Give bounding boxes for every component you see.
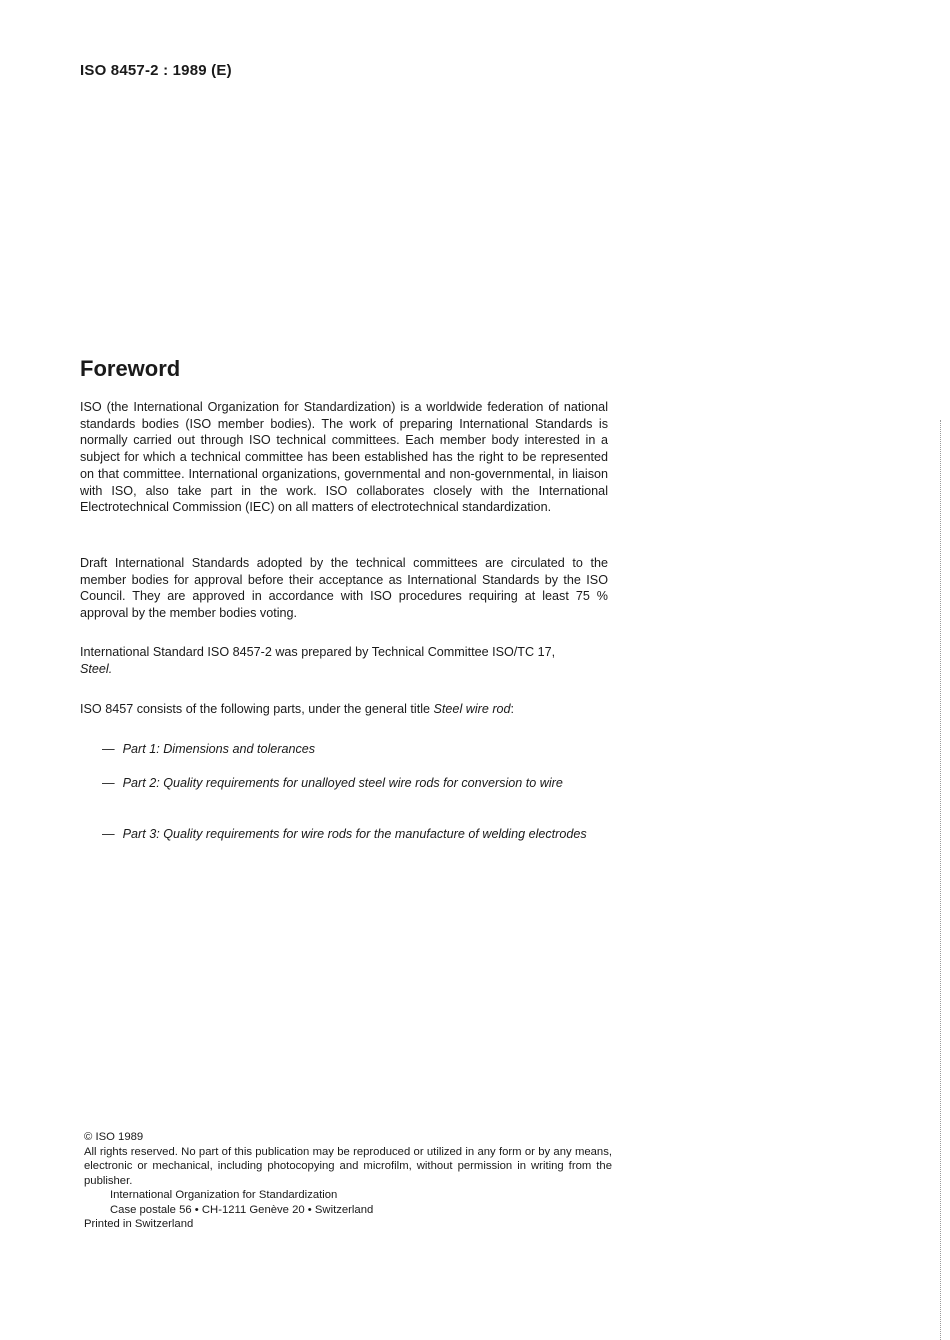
publisher-address: Case postale 56 • CH-1211 Genève 20 • Switzerland (110, 1203, 374, 1216)
part-title: Part 1: Dimensions and tolerances (122, 742, 316, 756)
document-identifier: ISO 8457-2 : 1989 (E) (80, 62, 232, 79)
list-item (80, 826, 608, 843)
general-title: Steel wire rod (433, 702, 511, 716)
rights-statement: All rights reserved. No part of this publication may be reproduced or utilized in any form or by any means, electronic or mechanical, including photocopying and microfilm, without permission in writing from the publisher. (84, 1145, 612, 1187)
foreword-paragraph-2: Draft International Standards adopted by the technical committees are circulated to the member bodies for approval before their acceptance as International Standards by the ISO Council. They are approved in accordance with ISO procedures requiring at least 75 % approval by the member bodies voting. (80, 556, 608, 621)
copyright-block (84, 1130, 612, 1232)
list-item (80, 741, 608, 758)
list-item (80, 775, 608, 792)
prepared-by-paragraph (80, 644, 608, 677)
publisher-name: International Organization for Standardization (110, 1189, 338, 1201)
committee-title: Steel. (80, 661, 113, 676)
parts-intro-suffix: : (510, 702, 515, 716)
parts-intro-text: ISO 8457 consists of the following parts, under the general title (80, 702, 434, 716)
list-dash: — (102, 827, 115, 841)
prepared-by-text: International Standard ISO 8457-2 was prepared by Technical Committee ISO/TC 17, (80, 645, 556, 659)
foreword-heading: Foreword (80, 356, 181, 381)
printed-in: Printed in Switzerland (84, 1218, 194, 1230)
list-dash: — (102, 776, 115, 790)
list-dash: — (102, 742, 115, 756)
part-title: Part 2: Quality requirements for unalloyed steel wire rods for conversion to wire (122, 776, 563, 790)
foreword-paragraph-1: ISO (the International Organization for Standardization) is a worldwide federation of national standards bodies (ISO member bodies). The work of preparing International Standards is normally carried out through ISO technical committees. Each member body interested in a subject for which a technical committee has been established has the right to be represented on that committee. International organizations, governmental and non-governmental, in liaison with ISO, also take part in the work. ISO collaborates closely with the International Electrotechnical Commission (IEC) on all matters of electrotechnical standardization. (80, 400, 608, 515)
parts-intro-paragraph (80, 701, 608, 718)
part-title: Part 3: Quality requirements for wire rods for the manufacture of welding electrodes (122, 827, 587, 841)
scan-edge-line (940, 420, 942, 1340)
copyright-line: © ISO 1989 (84, 1131, 144, 1143)
